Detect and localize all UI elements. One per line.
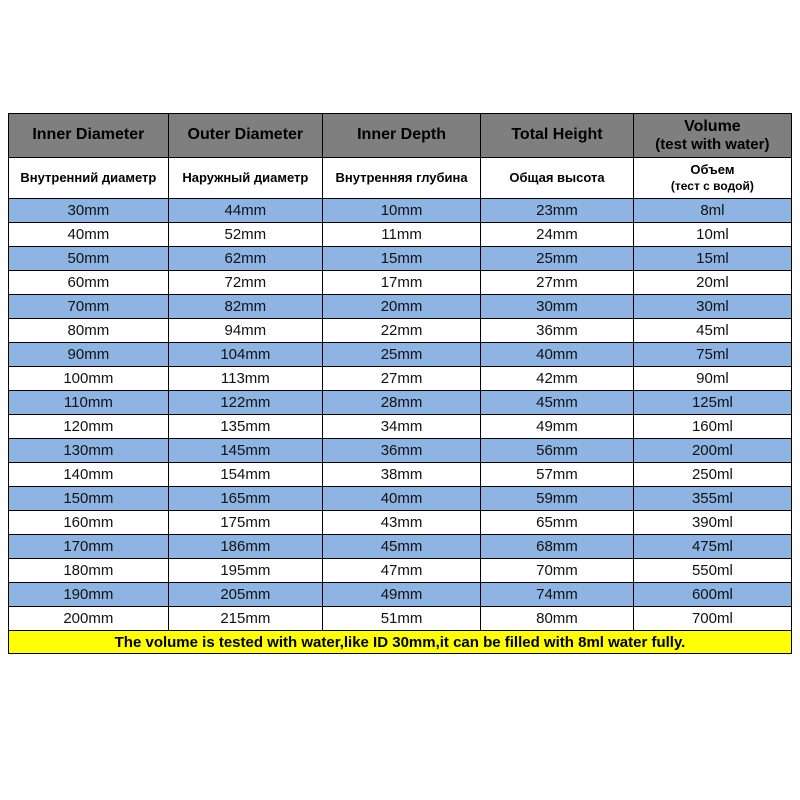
table-row — [9, 583, 792, 607]
table-cell: 195mm — [168, 559, 322, 583]
table-cell: 45mm — [322, 535, 480, 559]
table-cell: 122mm — [168, 391, 322, 415]
table-cell: 23mm — [481, 199, 634, 223]
table-cell: 110mm — [9, 391, 169, 415]
table-cell: 20mm — [322, 295, 480, 319]
table-cell: 43mm — [322, 511, 480, 535]
col-header-total-height-ru — [481, 158, 634, 199]
table-cell: 68mm — [481, 535, 634, 559]
table-row — [9, 535, 792, 559]
table-cell: 50mm — [9, 247, 169, 271]
table-row — [9, 271, 792, 295]
table-cell: 74mm — [481, 583, 634, 607]
col-header-inner-depth — [322, 114, 480, 158]
col-header-inner-diameter — [9, 114, 169, 158]
table-cell: 42mm — [481, 367, 634, 391]
table-cell: 160mm — [9, 511, 169, 535]
table-cell: 72mm — [168, 271, 322, 295]
table-cell: 130mm — [9, 439, 169, 463]
table-row — [9, 391, 792, 415]
table-cell: 44mm — [168, 199, 322, 223]
col-header-label: Volume — [684, 117, 741, 135]
table-cell: 170mm — [9, 535, 169, 559]
col-header-sublabel: (test with water) — [655, 136, 770, 154]
table-cell: 15mm — [322, 247, 480, 271]
table-cell: 40mm — [322, 487, 480, 511]
table-cell: 90mm — [9, 343, 169, 367]
table-cell: 45ml — [633, 319, 791, 343]
table-cell: 205mm — [168, 583, 322, 607]
table-cell: 34mm — [322, 415, 480, 439]
table-cell: 175mm — [168, 511, 322, 535]
table-cell: 28mm — [322, 391, 480, 415]
table-cell: 56mm — [481, 439, 634, 463]
table-row — [9, 247, 792, 271]
table-cell: 94mm — [168, 319, 322, 343]
table-cell: 10mm — [322, 199, 480, 223]
table-cell: 80mm — [9, 319, 169, 343]
table-cell: 215mm — [168, 607, 322, 631]
table-cell: 190mm — [9, 583, 169, 607]
table-cell: 40mm — [481, 343, 634, 367]
table-cell: 154mm — [168, 463, 322, 487]
table-row — [9, 415, 792, 439]
table-row — [9, 343, 792, 367]
table-cell: 250ml — [633, 463, 791, 487]
table-cell: 52mm — [168, 223, 322, 247]
col-header-volume — [633, 114, 791, 158]
table-cell: 25mm — [481, 247, 634, 271]
table-cell: 700ml — [633, 607, 791, 631]
col-header-label-ru: Общая высота — [509, 169, 605, 185]
table-cell: 475ml — [633, 535, 791, 559]
table-cell: 38mm — [322, 463, 480, 487]
table-cell: 160ml — [633, 415, 791, 439]
table-cell: 165mm — [168, 487, 322, 511]
table-cell: 30mm — [9, 199, 169, 223]
col-header-label-ru: Наружный диаметр — [182, 169, 309, 185]
table-cell: 200mm — [9, 607, 169, 631]
table-row — [9, 295, 792, 319]
table-cell: 62mm — [168, 247, 322, 271]
col-header-label: Total Height — [511, 126, 603, 144]
table-cell: 36mm — [481, 319, 634, 343]
col-header-sublabel-ru: (тест с водой) — [670, 178, 754, 193]
table-cell: 57mm — [481, 463, 634, 487]
spec-table-body — [9, 199, 792, 631]
table-row — [9, 607, 792, 631]
table-cell: 30ml — [633, 295, 791, 319]
table-cell: 45mm — [481, 391, 634, 415]
table-cell: 600ml — [633, 583, 791, 607]
table-cell: 49mm — [481, 415, 634, 439]
table-cell: 59mm — [481, 487, 634, 511]
table-cell: 355ml — [633, 487, 791, 511]
col-header-label-ru: Внутренний диаметр — [20, 169, 157, 185]
table-row — [9, 199, 792, 223]
table-cell: 186mm — [168, 535, 322, 559]
table-cell: 125ml — [633, 391, 791, 415]
table-cell: 70mm — [481, 559, 634, 583]
table-cell: 180mm — [9, 559, 169, 583]
table-cell: 70mm — [9, 295, 169, 319]
table-cell: 65mm — [481, 511, 634, 535]
table-cell: 30mm — [481, 295, 634, 319]
col-header-inner-depth-ru — [322, 158, 480, 199]
header-row-ru — [9, 158, 792, 199]
table-row — [9, 439, 792, 463]
spec-table-foot — [9, 631, 792, 654]
table-cell: 60mm — [9, 271, 169, 295]
footer-note: The volume is tested with water,like ID 30mm,it can be filled with 8ml water fully. — [9, 631, 792, 654]
table-cell: 40mm — [9, 223, 169, 247]
spec-table-head — [9, 114, 792, 199]
table-row — [9, 223, 792, 247]
table-cell: 49mm — [322, 583, 480, 607]
table-cell: 150mm — [9, 487, 169, 511]
table-cell: 550ml — [633, 559, 791, 583]
table-row — [9, 319, 792, 343]
footer-note-row — [9, 631, 792, 654]
col-header-label-ru: Внутренняя глубина — [335, 169, 468, 185]
table-cell: 113mm — [168, 367, 322, 391]
col-header-label: Inner Diameter — [32, 126, 145, 144]
table-cell: 82mm — [168, 295, 322, 319]
table-cell: 390ml — [633, 511, 791, 535]
col-header-label: Outer Diameter — [187, 126, 304, 144]
table-row — [9, 463, 792, 487]
table-row — [9, 367, 792, 391]
table-cell: 10ml — [633, 223, 791, 247]
header-row-en — [9, 114, 792, 158]
table-cell: 100mm — [9, 367, 169, 391]
table-cell: 120mm — [9, 415, 169, 439]
table-cell: 47mm — [322, 559, 480, 583]
table-row — [9, 511, 792, 535]
table-cell: 17mm — [322, 271, 480, 295]
table-row — [9, 559, 792, 583]
table-row — [9, 487, 792, 511]
col-header-outer-diameter-ru — [168, 158, 322, 199]
table-cell: 22mm — [322, 319, 480, 343]
table-cell: 75ml — [633, 343, 791, 367]
table-cell: 140mm — [9, 463, 169, 487]
table-cell: 27mm — [481, 271, 634, 295]
table-cell: 200ml — [633, 439, 791, 463]
table-cell: 8ml — [633, 199, 791, 223]
table-cell: 36mm — [322, 439, 480, 463]
table-cell: 25mm — [322, 343, 480, 367]
table-cell: 27mm — [322, 367, 480, 391]
table-cell: 11mm — [322, 223, 480, 247]
table-cell: 24mm — [481, 223, 634, 247]
table-cell: 145mm — [168, 439, 322, 463]
col-header-label: Inner Depth — [357, 126, 446, 144]
col-header-inner-diameter-ru — [9, 158, 169, 199]
table-cell: 135mm — [168, 415, 322, 439]
table-cell: 104mm — [168, 343, 322, 367]
col-header-outer-diameter — [168, 114, 322, 158]
table-cell: 80mm — [481, 607, 634, 631]
table-cell: 90ml — [633, 367, 791, 391]
col-header-total-height — [481, 114, 634, 158]
table-cell: 15ml — [633, 247, 791, 271]
spec-table — [8, 113, 792, 654]
col-header-volume-ru — [633, 158, 791, 199]
col-header-label-ru: Объем — [690, 162, 735, 178]
table-cell: 51mm — [322, 607, 480, 631]
table-cell: 20ml — [633, 271, 791, 295]
